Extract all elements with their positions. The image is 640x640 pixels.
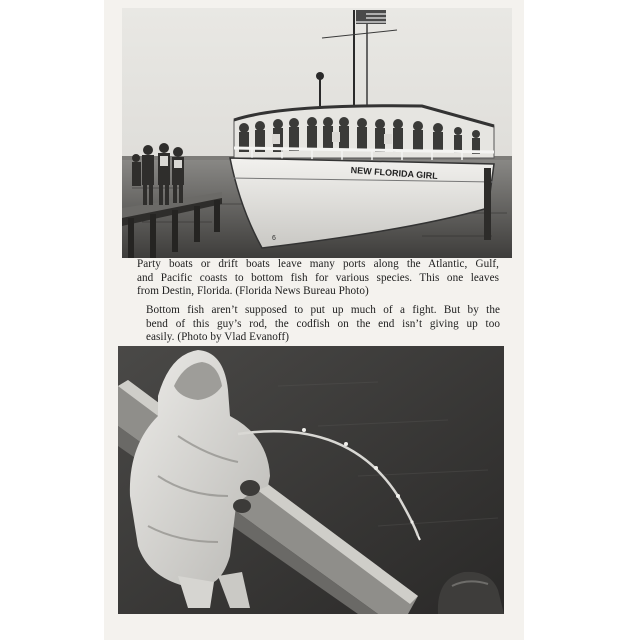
caption-line: bend of this guy’s rod, the codfish on the end isn’t giving up too	[146, 317, 500, 330]
boat-photo-caption	[137, 258, 499, 299]
party-boat-photo	[122, 8, 512, 258]
angler-photo-caption	[146, 304, 500, 345]
caption-line: from Destin, Florida. (Florida News Bureau Photo)	[137, 285, 369, 298]
caption-line: Bottom fish aren’t supposed to put up much of a fight. But by the	[146, 304, 500, 316]
hull-name: NEW FLORIDA GIRL	[350, 164, 439, 182]
caption-line: easily. (Photo by Vlad Evanoff)	[146, 331, 290, 344]
caption-line: and Pacific coasts to bottom fish for various species. This one leaves	[137, 271, 499, 284]
caption-line: Party boats or drift boats leave many ports along the Atlantic, Gulf,	[137, 258, 499, 270]
svg-text:6: 6	[272, 235, 276, 242]
angler-photo	[118, 346, 504, 614]
